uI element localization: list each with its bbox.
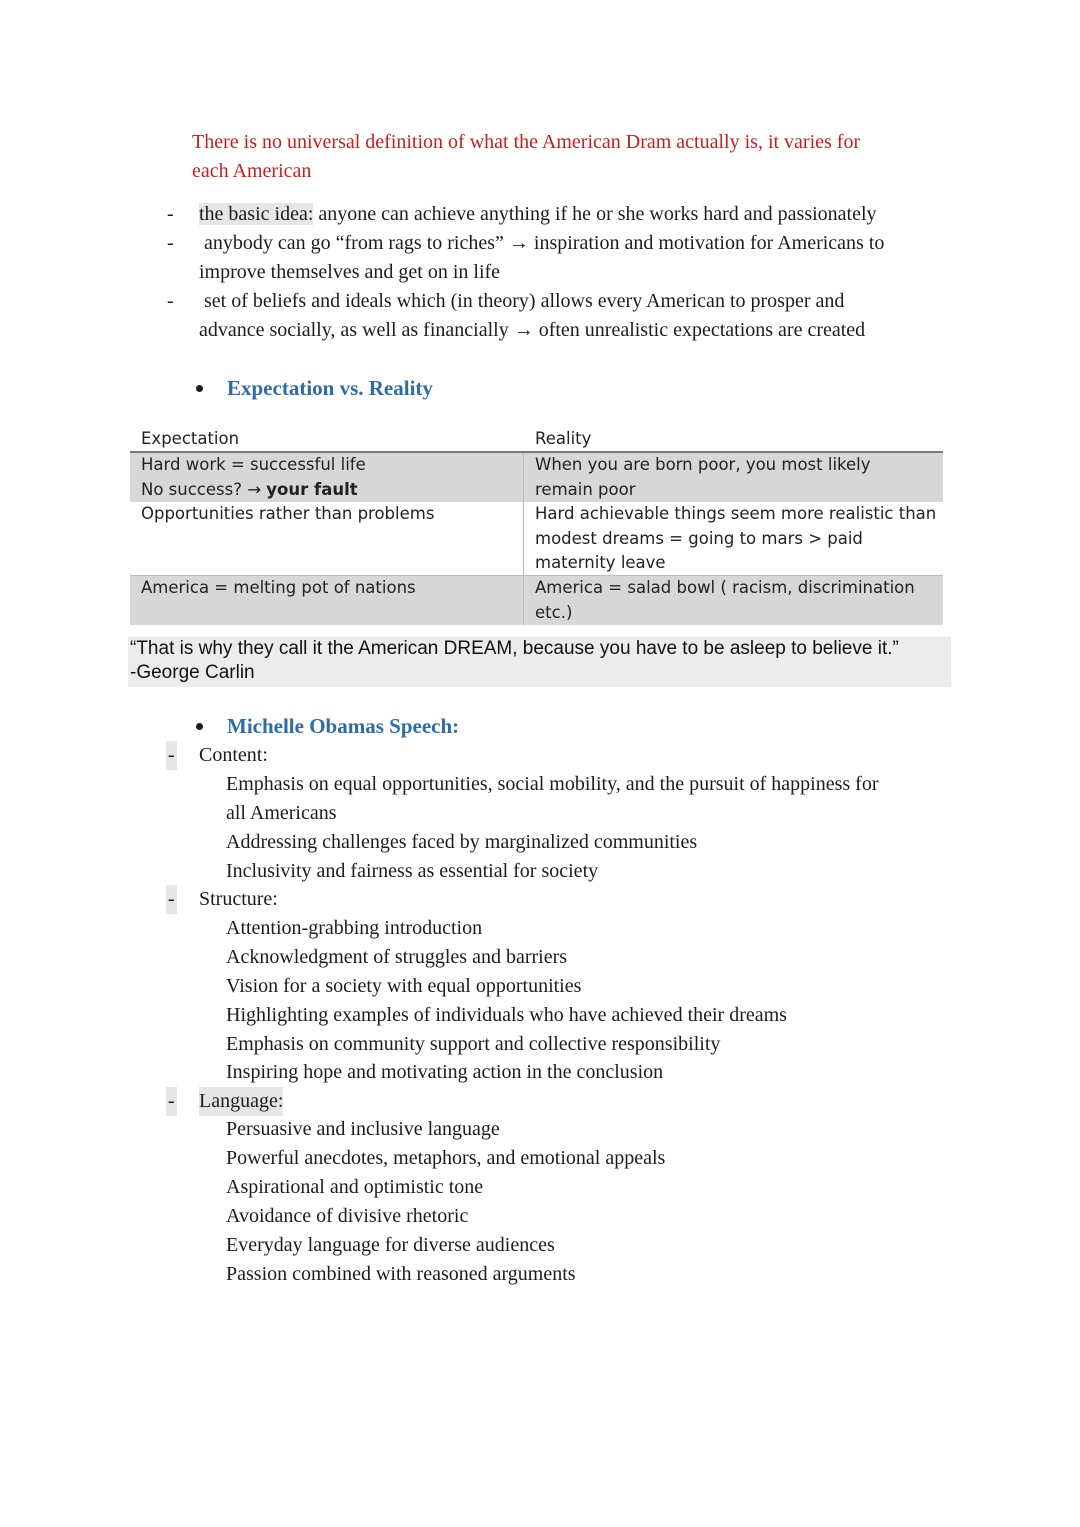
- intro-line-2: each American: [192, 160, 312, 182]
- list-item: Persuasive and inclusive language: [226, 1118, 500, 1140]
- carlin-quote: [128, 637, 951, 687]
- cell-line: Hard work = successful life: [141, 455, 366, 475]
- list-item: Highlighting examples of individuals who have achieved their dreams: [226, 1004, 787, 1026]
- cell-line: etc.): [535, 602, 573, 622]
- cell-line: When you are born poor, you most likely: [535, 455, 871, 475]
- table-row: [130, 502, 943, 575]
- cell-bold-text: your fault: [266, 479, 358, 499]
- table-header-cell: [130, 427, 524, 451]
- bullet-line: anybody can go “from rags to riches” → inspiration and motivation for Americans to: [204, 232, 885, 254]
- expectation-reality-table: [130, 427, 943, 625]
- section-heading-speech: [196, 712, 459, 741]
- bullet-dot-icon: [196, 385, 203, 392]
- section-title: Expectation vs. Reality: [227, 376, 433, 400]
- cell-line: Opportunities rather than problems: [141, 504, 435, 524]
- list-item: Powerful anecdotes, metaphors, and emotional appeals: [226, 1147, 666, 1169]
- table-cell: [524, 576, 943, 625]
- structure-label: Structure:: [199, 888, 278, 910]
- content-label: Content:: [199, 744, 268, 766]
- cell-line: modest dreams = going to mars > paid: [535, 528, 863, 548]
- table-header-row: [130, 427, 943, 453]
- list-item: Everyday language for diverse audiences: [226, 1234, 555, 1256]
- list-item: Inspiring hope and motivating action in the conclusion: [226, 1061, 664, 1083]
- dash-marker: -: [166, 1087, 177, 1116]
- list-item: Avoidance of divisive rhetoric: [226, 1205, 469, 1227]
- cell-line: America = melting pot of nations: [141, 578, 416, 598]
- cell-line: [141, 478, 523, 502]
- intro-line-1: There is no universal definition of what the American Dram actually is, it varies for: [192, 131, 861, 153]
- list-item: Emphasis on equal opportunities, social mobility, and the pursuit of happiness for: [226, 773, 879, 795]
- bullet-line: improve themselves and get on in life: [199, 261, 501, 283]
- cell-line: maternity leave: [535, 552, 666, 572]
- list-item: Attention-grabbing introduction: [226, 917, 483, 939]
- section-title: Michelle Obamas Speech:: [227, 714, 460, 738]
- table-header-cell: [524, 427, 943, 451]
- list-item: all Americans: [226, 802, 337, 824]
- quote-text: “That is why they call it the American DREAM, because you have to be asleep to believe it.”: [130, 638, 899, 659]
- table-cell: [130, 453, 524, 502]
- dash-marker: -: [166, 741, 177, 770]
- table-cell: [524, 502, 943, 575]
- table-row: [130, 575, 943, 625]
- list-item: Acknowledgment of struggles and barriers: [226, 946, 568, 968]
- section-heading-expectation: [196, 374, 433, 403]
- list-item: Passion combined with reasoned arguments: [226, 1263, 576, 1285]
- dash-marker: -: [167, 290, 174, 312]
- dash-marker: -: [167, 232, 174, 254]
- table-cell: [130, 502, 524, 575]
- basic-idea-text: anyone can achieve anything if he or she works hard and passionately: [313, 203, 877, 225]
- cell-line: remain poor: [535, 479, 636, 499]
- dash-marker: -: [167, 203, 174, 225]
- cell-line: America = salad bowl ( racism, discrimination: [535, 578, 915, 598]
- table-cell: [524, 453, 943, 502]
- language-label: Language:: [199, 1087, 283, 1116]
- cell-text: No success? →: [141, 479, 267, 499]
- cell-line: Hard achievable things seem more realistic than: [535, 504, 937, 524]
- table-cell: [130, 576, 524, 625]
- bullet-dot-icon: [196, 723, 203, 730]
- list-item: Aspirational and optimistic tone: [226, 1176, 484, 1198]
- bullet-beliefs: [199, 287, 865, 345]
- list-item: Addressing challenges faced by marginalized communities: [226, 831, 698, 853]
- list-item: Inclusivity and fairness as essential for society: [226, 860, 599, 882]
- bullet-basic-idea: [199, 200, 877, 229]
- bullet-line: advance socially, as well as financially → often unrealistic expectations are created: [199, 319, 866, 341]
- list-item: Vision for a society with equal opportunities: [226, 975, 582, 997]
- intro-text: [192, 128, 952, 186]
- bullet-rags-to-riches: [199, 229, 884, 287]
- quote-author: -George Carlin: [130, 662, 255, 683]
- dash-marker: -: [166, 885, 177, 914]
- bullet-line: set of beliefs and ideals which (in theory) allows every American to prosper and: [204, 290, 845, 312]
- table-header-expectation: Expectation: [141, 429, 240, 448]
- list-item: Emphasis on community support and collective responsibility: [226, 1033, 721, 1055]
- basic-idea-highlight: the basic idea:: [199, 203, 314, 225]
- table-row: [130, 453, 943, 502]
- table-header-reality: Reality: [535, 429, 592, 448]
